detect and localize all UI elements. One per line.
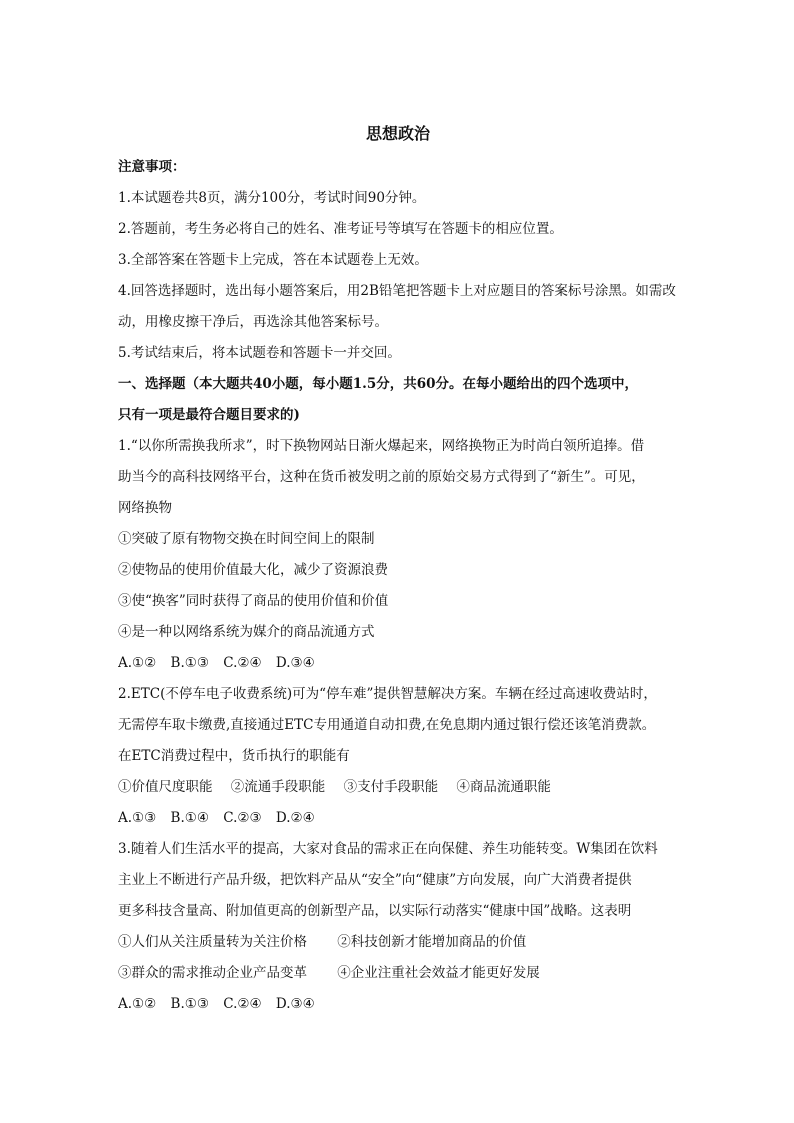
q2-choice-a: A.①③ xyxy=(118,810,157,826)
q2-stem-line-3: 在ETC消费过程中，货币执行的职能有 xyxy=(118,748,350,764)
notice-item-1: 1.本试题卷共8页，满分100分，考试时间90分钟。 xyxy=(118,190,426,206)
exam-content xyxy=(118,120,678,1020)
q1-choice-d: D.③④ xyxy=(275,655,315,671)
q1-choice-c: C.②④ xyxy=(223,655,262,671)
q2-statement-1: ①价值尺度职能 xyxy=(118,779,213,795)
q1-statement-3: ③使“换客”同时获得了商品的使用价值和价值 xyxy=(118,593,389,609)
q2-statement-4: ④商品流通职能 xyxy=(456,779,551,795)
q2-statements xyxy=(118,772,678,803)
q3-choice-d: D.③④ xyxy=(275,996,315,1012)
q2-statement-3: ③支付手段职能 xyxy=(343,779,439,795)
notice-item-3: 3.全部答案在答题卡上完成，答在本试题卷上无效。 xyxy=(118,252,428,268)
q3-statement-4: ④企业注重社会效益才能更好发展 xyxy=(337,965,540,981)
notice-item-4: 4.回答选择题时，选出每小题答案后，用2B铅笔把答题卡上对应题目的答案标号涂黑。如需改动，用橡皮擦干净后，再选涂其他答案标号。 xyxy=(118,283,676,330)
notice-item-2: 2.答题前，考生务必将自己的姓名、准考证号等填写在答题卡的相应位置。 xyxy=(118,221,563,237)
q3-statements-row-2 xyxy=(118,958,678,989)
section-heading-line-1: 一、选择题（本大题共40小题，每小题1.5分，共60分。在每小题给出的四个选项中， xyxy=(118,376,639,392)
page-title: 思想政治 xyxy=(365,124,430,143)
q3-choice-b: B.①③ xyxy=(170,996,209,1012)
q3-stem-line-2: 主业上不断进行产品升级，把饮料产品从“安全”向“健康”方向发展，向广大消费者提供 xyxy=(118,872,632,888)
q2-stem-line-2: 无需停车取卡缴费,直接通过ETC专用通道自动扣费,在免息期内通过银行偿还该笔消费款。 xyxy=(118,717,656,733)
q2-choices xyxy=(118,803,678,834)
q3-choices xyxy=(118,989,678,1020)
q2-choice-c: C.②③ xyxy=(223,810,262,826)
q1-statement-1: ①突破了原有物物交换在时间空间上的限制 xyxy=(118,531,375,547)
q1-stem-line-1: 1.“以你所需换我所求”，时下换物网站日渐火爆起来，网络换物正为时尚白领所追捧。借 xyxy=(118,438,645,454)
section-heading-line-2: 只有一项是最符合题目要求的) xyxy=(118,407,300,423)
q1-choice-a: A.①② xyxy=(118,655,157,671)
notice-heading: 注意事项： xyxy=(118,159,186,175)
q2-choice-b: B.①④ xyxy=(170,810,209,826)
q1-stem-line-2: 助当今的高科技网络平台，这种在货币被发明之前的原始交易方式得到了“新生”。可见， xyxy=(118,469,645,485)
q1-statement-2: ②使物品的使用价值最大化，减少了资源浪费 xyxy=(118,562,388,578)
q2-statement-2: ②流通手段职能 xyxy=(230,779,326,795)
q2-choice-d: D.②④ xyxy=(275,810,315,826)
q3-statement-3: ③群众的需求推动企业产品变革 xyxy=(118,965,307,981)
q3-statement-2: ②科技创新才能增加商品的价值 xyxy=(337,934,527,950)
q1-statement-4: ④是一种以网络系统为媒介的商品流通方式 xyxy=(118,624,375,640)
q3-stem-line-3: 更多科技含量高、附加值更高的创新型产品，以实际行动落实“健康中国”战略。这表明 xyxy=(118,903,632,919)
q1-choice-b: B.①③ xyxy=(170,655,209,671)
q1-choices xyxy=(118,648,678,679)
q3-statement-1: ①人们从关注质量转为关注价格 xyxy=(118,934,307,950)
q3-choice-c: C.②④ xyxy=(223,996,262,1012)
q1-stem-line-3: 网络换物 xyxy=(118,500,172,516)
q3-choice-a: A.①② xyxy=(118,996,157,1012)
notice-item-5: 5.考试结束后，将本试题卷和答题卡一并交回。 xyxy=(118,345,401,361)
q3-statements-row-1 xyxy=(118,927,678,958)
q3-stem-line-1: 3.随着人们生活水平的提高，大家对食品的需求正在向保健、养生功能转变。W集团在饮料 xyxy=(118,841,658,857)
q2-stem-line-1: 2.ETC(不停车电子收费系统)可为“停车难”提供智慧解决方案。车辆在经过高速收费站时， xyxy=(118,686,657,702)
